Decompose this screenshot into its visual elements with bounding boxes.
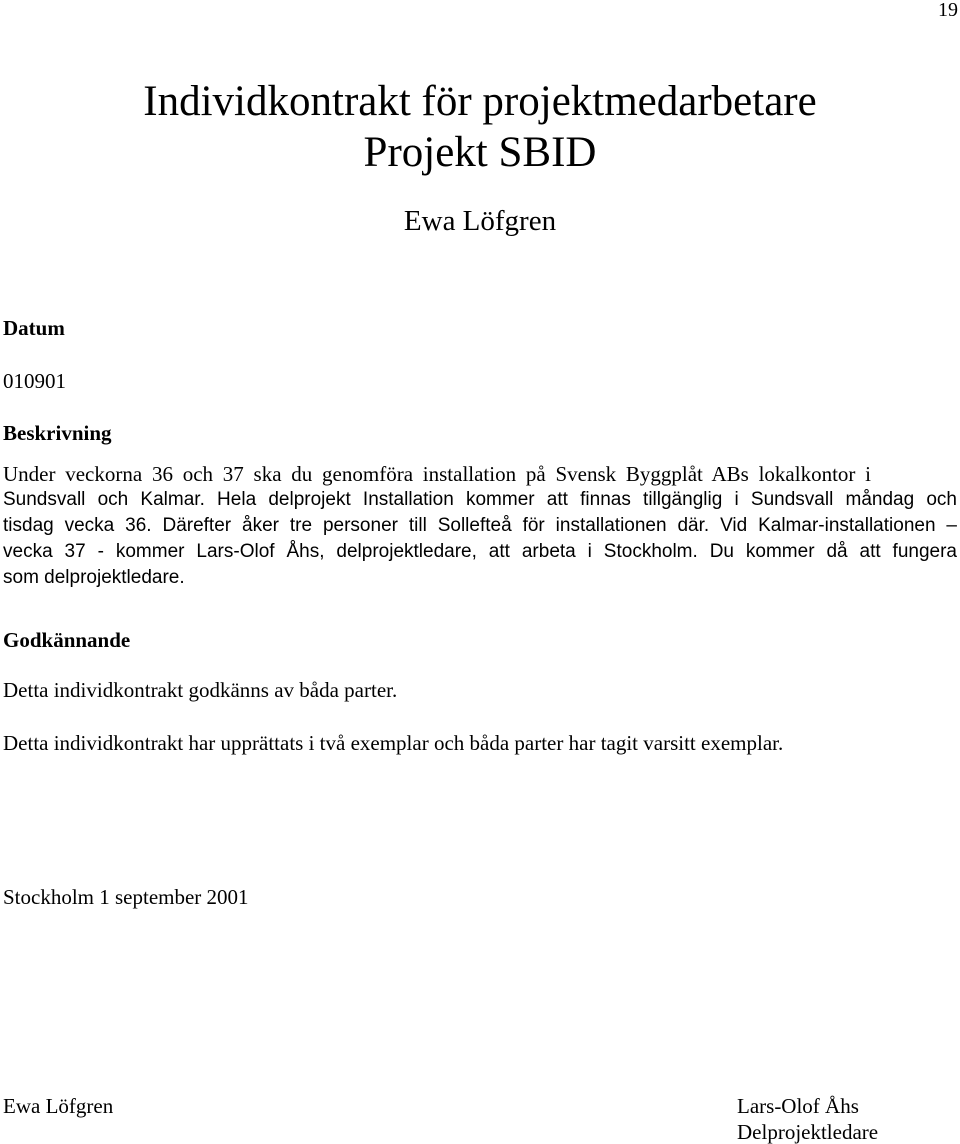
- beskrivning-line: som delprojektledare.: [3, 567, 185, 588]
- place-date: Stockholm 1 september 2001: [3, 885, 249, 909]
- datum-value: 010901: [3, 369, 66, 393]
- signature-right-role: Delprojektledare: [737, 1120, 879, 1144]
- beskrivning-line: vecka 37 - kommer Lars-Olof Åhs, delprojektledare, att arbeta i Stockholm. Du kommer då att fungera: [3, 541, 957, 562]
- godkannande-heading: Godkännande: [3, 628, 131, 652]
- beskrivning-paragraph: [3, 461, 957, 591]
- datum-heading: Datum: [3, 316, 65, 340]
- signature-right-name: Lars-Olof Åhs: [737, 1094, 859, 1118]
- signature-left-name: Ewa Löfgren: [3, 1094, 114, 1118]
- author-name: Ewa Löfgren: [403, 205, 557, 237]
- document-title: Individkontrakt för projektmedarbetare: [143, 78, 817, 125]
- page-number: 19: [938, 0, 958, 21]
- godkannande-text-2: Detta individkontrakt har upprättats i två exemplar och båda parter har tagit varsitt exemplar.: [3, 731, 784, 755]
- document-subtitle: Projekt SBID: [363, 129, 597, 176]
- godkannande-text-1: Detta individkontrakt godkänns av båda parter.: [3, 678, 398, 702]
- beskrivning-heading: Beskrivning: [3, 421, 112, 445]
- beskrivning-line: Sundsvall och Kalmar. Hela delprojekt Installation kommer att finnas tillgänglig i Sundsvall måndag och: [3, 489, 957, 510]
- beskrivning-line: tisdag vecka 36. Därefter åker tre personer till Sollefteå för installationen där. Vid Kalmar-installationen –: [3, 515, 957, 536]
- beskrivning-line: Under veckorna 36 och 37 ska du genomföra installation på Svensk Byggplåt ABs lokalkontor i: [3, 462, 871, 486]
